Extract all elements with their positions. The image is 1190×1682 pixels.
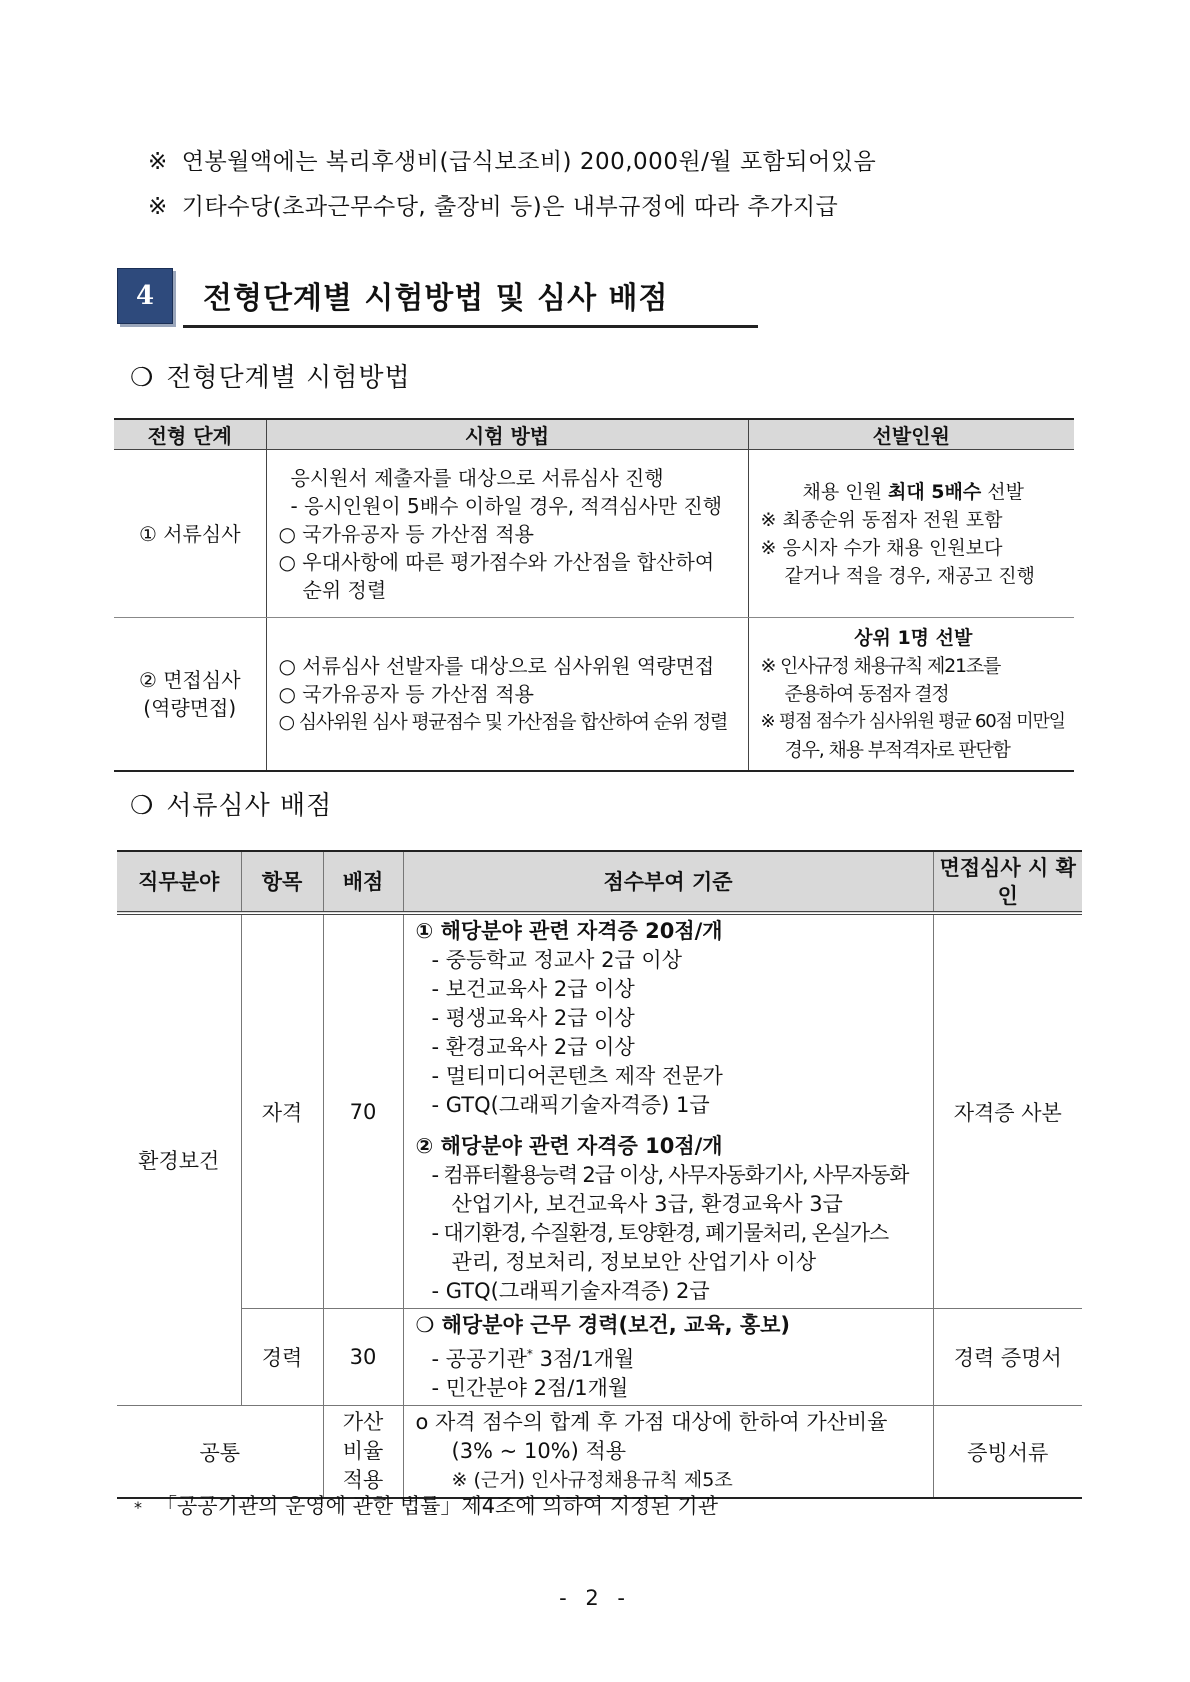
selection-cell [748,618,1074,772]
criteria-line: ※ (근거) 인사규정채용규칙 제5조 [451,1469,733,1491]
reference-mark: ※ [148,194,168,220]
footnote-mark: * [134,1497,142,1517]
criteria-cell [403,1309,933,1406]
criteria-item: - 민간분야 2점/1개월 [431,1376,629,1400]
column-header: 배점 [323,851,403,913]
table-row-interview [114,618,1074,772]
score-cell [323,1406,403,1499]
stage-sublabel: (역량면접) [143,696,237,720]
score-cell: 70 [323,913,403,1309]
criteria-text: 3점/1개월 [539,1347,635,1371]
criteria-item: - GTQ(그래픽기술자격증) 1급 [431,1093,710,1117]
method-line: ○ 국가유공자 등 가산점 적용 [278,521,534,546]
method-line: - 응시인원이 5배수 이하일 경우, 적격심사만 진행 [290,493,723,518]
column-header: 전형 단계 [114,419,266,450]
footnote-mark: * [526,1347,533,1361]
column-header: 시험 방법 [266,419,748,450]
criteria-item: - 중등학교 정교사 2급 이상 [431,948,682,972]
criteria-cell [403,913,933,1309]
column-header: 직무분야 [117,851,241,913]
method-line: ○ 심사위원 심사 평균점수 및 가산점을 합산하여 순위 정렬 [278,711,728,733]
stage-label: ② 면접심사 [138,668,241,692]
selection-text: 채용 인원 [802,480,888,503]
subsection-text: 전형단계별 시험방법 [166,363,411,393]
footnote [134,1490,718,1520]
score-text: 적용 [342,1468,384,1492]
selection-main [761,624,1067,652]
section-underline [183,325,758,328]
column-header: 항목 [241,851,323,913]
criteria-item: 산업기사, 보건교육사 3급, 환경교육사 3급 [451,1192,843,1216]
note-text: 기타수당(초과근무수당, 출장비 등)은 내부규정에 따라 추가지급 [181,194,839,220]
criteria-text: - 공공기관 [431,1347,527,1371]
selection-note: 같거나 적을 경우, 재공고 진행 [784,564,1035,587]
verify-cell: 증빙서류 [933,1406,1082,1499]
section-title: 전형단계별 시험방법 및 심사 배점 [203,281,669,316]
page-number: - 2 - [559,1586,631,1610]
document-scoring-table [117,850,1082,1499]
verify-cell: 경력 증명서 [933,1309,1082,1406]
criteria-heading: ② 해당분야 관련 자격증 10점/개 [415,1134,723,1158]
subsection-title-scoring [130,785,332,822]
criteria-heading: ① 해당분야 관련 자격증 20점/개 [415,919,723,943]
criteria-item: - 평생교육사 2급 이상 [431,1006,635,1030]
spacer [416,1120,925,1132]
selection-note: 경우, 채용 부적격자로 판단함 [784,739,1010,761]
selection-note: ※ 응시자 수가 채용 인원보다 [760,536,1003,559]
criteria-item: - 환경교육사 2급 이상 [431,1035,635,1059]
criteria-line: o 자격 점수의 합계 후 가점 대상에 한하여 가산비율 [415,1410,888,1434]
criteria-item: - 컴퓨터활용능력 2급 이상, 사무자동화기사, 사무자동화 [431,1163,909,1187]
score-text: 비율 [342,1439,384,1463]
stage-cell [114,450,266,618]
footnote-text: 「공공기관의 운영에 관한 법률」제4조에 의하여 지정된 기관 [156,1494,718,1518]
note-allowance [148,188,838,221]
score-text: 가산 [342,1410,384,1434]
criteria-item: - 멀티미디어콘텐츠 제작 전문가 [431,1064,723,1088]
exam-method-table [114,418,1074,772]
method-line: 순위 정렬 [302,577,387,602]
method-line: 응시원서 제출자를 대상으로 서류심사 진행 [290,465,664,490]
table-header-row [117,851,1082,913]
table-row-document-screening [114,450,1074,618]
selection-emphasis: 최대 5배수 [887,480,982,503]
column-header: 면접심사 시 확인 [933,851,1082,913]
criteria-heading: ❍ 해당분야 근무 경력(보건, 교육, 홍보) [415,1313,791,1337]
score-cell: 30 [323,1309,403,1406]
table-row-qualification [117,913,1082,1309]
note-text: 연봉월액에는 복리후생비(급식보조비) 200,000원/월 포함되어있음 [181,149,877,175]
note-welfare [148,143,876,176]
criteria-item: - 보건교육사 2급 이상 [431,977,635,1001]
circle-bullet-icon: ❍ [130,363,155,393]
selection-cell [748,450,1074,618]
table-row-experience [117,1309,1082,1406]
table-row-common [117,1406,1082,1499]
stage-cell [114,618,266,772]
criteria-item: - GTQ(그래픽기술자격증) 2급 [431,1279,710,1303]
method-line: ○ 서류심사 선발자를 대상으로 심사위원 역량면접 [278,654,715,678]
column-header: 선발인원 [748,419,1074,450]
field-cell: 공통 [117,1406,323,1499]
subsection-title-methods [130,357,411,394]
stage-label: ① 서류심사 [138,521,241,546]
selection-note: ※ 평점 점수가 심사위원 평균 60점 미만일 [760,711,1065,732]
item-cell: 자격 [241,913,323,1309]
method-line: ○ 우대사항에 따른 평가점수와 가산점을 합산하여 [278,549,715,574]
section-number-box: 4 [117,268,173,324]
reference-mark: ※ [148,149,168,175]
selection-note: ※ 인사규정 채용규칙 제21조를 [760,655,1001,677]
method-cell [266,450,748,618]
criteria-cell [403,1406,933,1499]
item-cell: 경력 [241,1309,323,1406]
selection-main [761,478,1067,506]
circle-bullet-icon: ❍ [130,791,155,821]
subsection-text: 서류심사 배점 [166,791,333,821]
verify-cell: 자격증 사본 [933,913,1082,1309]
column-header: 점수부여 기준 [403,851,933,913]
selection-note: 준용하여 동점자 결정 [784,683,949,705]
criteria-line: (3% ~ 10%) 적용 [451,1439,627,1463]
field-cell: 환경보건 [117,913,241,1406]
selection-emphasis: 상위 1명 선발 [854,627,973,649]
criteria-item: - 대기환경, 수질환경, 토양환경, 폐기물처리, 온실가스 [431,1221,888,1245]
method-line: ○ 국가유공자 등 가산점 적용 [278,682,534,706]
selection-note: ※ 최종순위 동점자 전원 포함 [760,508,1003,531]
criteria-item: 관리, 정보처리, 정보보안 산업기사 이상 [451,1250,817,1274]
selection-text: 선발 [981,480,1024,503]
criteria-item [416,1340,925,1374]
table-header-row [114,419,1074,450]
method-cell [266,618,748,772]
